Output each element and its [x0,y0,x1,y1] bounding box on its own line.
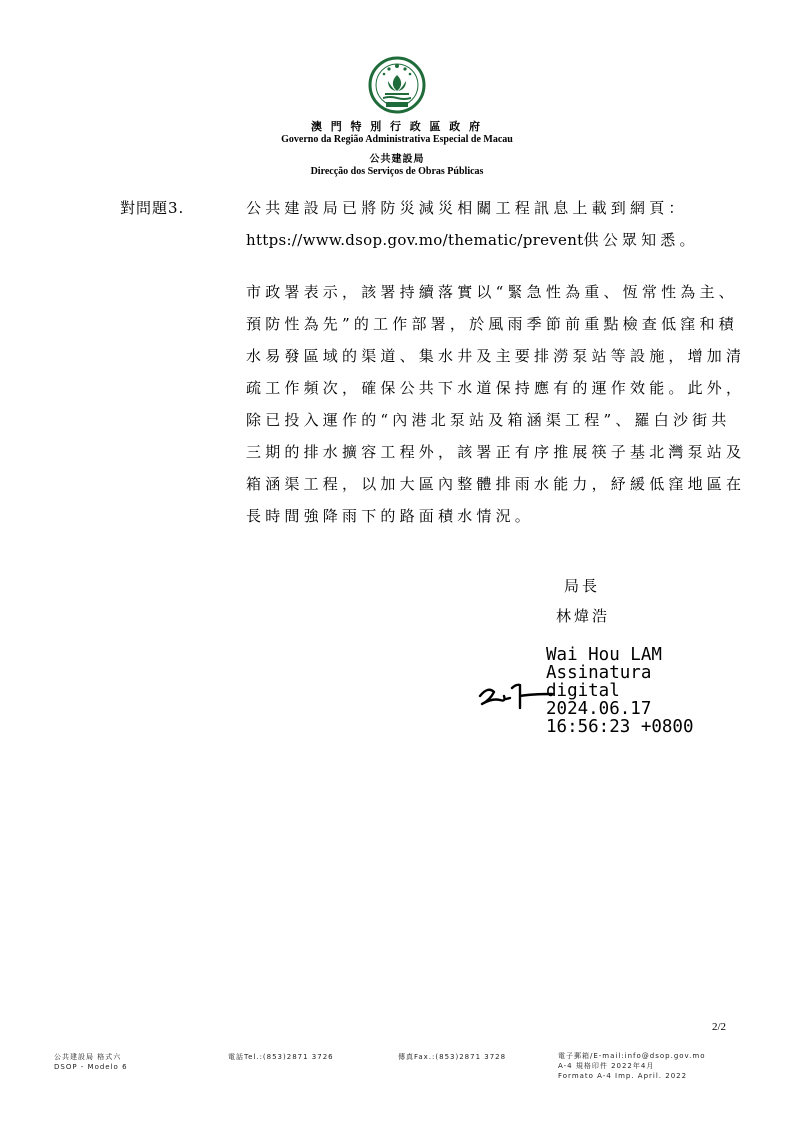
footer-form-zh: 公共建設局 格式六 [54,1053,122,1061]
footer-fax: 傳真Fax.:(853)2871 3728 [398,1053,507,1061]
department-name-pt: Direcção dos Serviços de Obras Públicas [310,166,484,177]
government-name-pt: Governo da Região Administrativa Especial de Macau [281,134,513,145]
handwritten-signature [476,680,554,710]
prevent-webpage-link[interactable]: https://www.dsop.gov.mo/thematic/prevent [246,231,584,249]
footer-email: 電子郵箱/E-mail:info@dsop.gov.mo [558,1052,706,1060]
answer-paragraph-1 [246,192,746,256]
macau-emblem-icon [361,55,433,115]
footer-form-pt: DSOP - Modelo 6 [54,1063,128,1071]
page-number: 2/2 [712,1021,727,1033]
digital-signature-line: 16:56:23 +0800 [546,717,694,737]
digital-signature-block [546,646,766,736]
digital-signature-line: digital [546,681,620,701]
footer-telephone: 電話Tel.:(853)2871 3726 [228,1053,334,1061]
answer-paragraph-1-tail: 供公眾知悉。 [583,231,699,249]
department-name-zh: 公共建設局 [369,154,425,165]
signatory-title: 局長 [564,577,601,595]
question-label: 對問題3. [120,199,185,217]
digital-signature-line: Assinatura [546,663,652,683]
answer-paragraph-2-text: 市政署表示，該署持續落實以“緊急性為重、恆常性為主、預防性為先”的工作部署，於風雨季節前重點檢查低窪和積水易發區域的渠道、集水井及主要排澇泵站等設施，增加清疏工作頻次，確保公共下水道保持應有的運作效能。此外，除已投入運作的“內港北泵站及箱涵渠工程”、羅白沙街共三期的排水擴容工程外，該署正有序推展筷子基北灣泵站及箱涵渠工程，以加大區內整體排雨水能力，紓緩低窪地區在長時間強降雨下的路面積水情況。 [246,283,746,525]
government-name-zh: 澳 門 特 別 行 政 區 政 府 [311,121,483,133]
footer-format-zh: A-4 規格印件 2022年4月 [558,1062,655,1070]
footer-contact [558,1051,706,1081]
answer-paragraph-2 [246,276,746,532]
digital-signature-line: 2024.06.17 [546,699,652,719]
signatory-name: 林煒浩 [556,607,611,625]
footer-form-id [54,1052,128,1072]
footer-format-pt: Formato A-4 Imp. April. 2022 [558,1072,688,1080]
digital-signature-line: Wai Hou LAM [546,645,662,665]
answer-paragraph-1-text: 公共建設局已將防災減災相關工程訊息上載到網頁： [246,199,688,217]
